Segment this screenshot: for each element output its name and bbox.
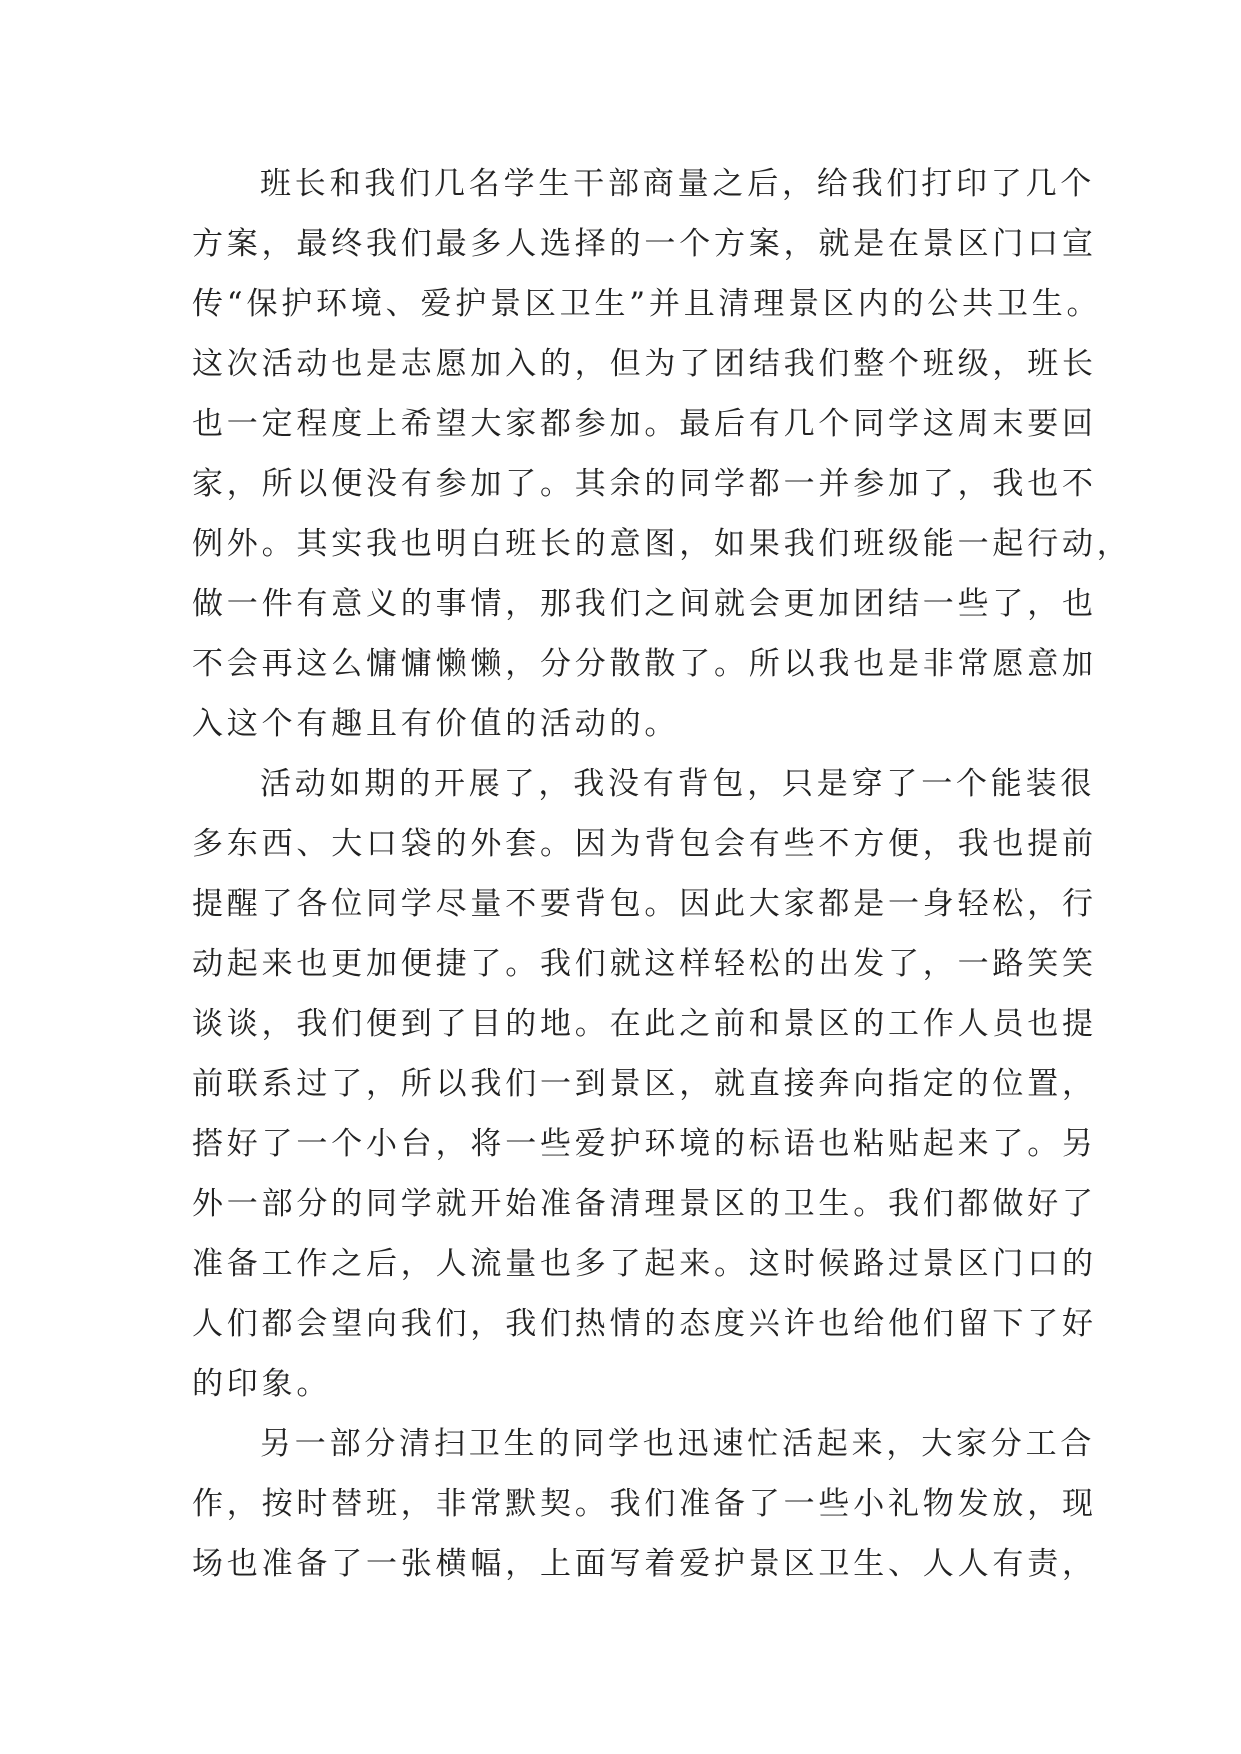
text-line: 搭好了一个小台，将一些爱护环境的标语也粘贴起来了。另 <box>192 1126 1097 1162</box>
text-line: 作，按时替班，非常默契。我们准备了一些小礼物发放，现 <box>192 1486 1097 1522</box>
text-line: 前联系过了，所以我们一到景区，就直接奔向指定的位置， <box>192 1066 1097 1102</box>
text-line: 传“保护环境、爱护景区卫生”并且清理景区内的公共卫生。 <box>192 286 1102 322</box>
text-line: 也一定程度上希望大家都参加。最后有几个同学这周末要回 <box>192 406 1097 442</box>
text-line: 人们都会望向我们，我们热情的态度兴许也给他们留下了好 <box>192 1306 1097 1342</box>
text-line: 入这个有趣且有价值的活动的。 <box>192 706 680 742</box>
text-line: 动起来也更加便捷了。我们就这样轻松的出发了，一路笑笑 <box>192 946 1097 982</box>
text-line: 这次活动也是志愿加入的，但为了团结我们整个班级，班长 <box>192 346 1097 382</box>
text-line: 不会再这么慵慵懒懒，分分散散了。所以我也是非常愿意加 <box>192 646 1097 682</box>
document-body <box>192 154 1132 1594</box>
paragraph-1 <box>192 154 1132 754</box>
text-line: 谈谈，我们便到了目的地。在此之前和景区的工作人员也提 <box>192 1006 1097 1042</box>
text-line: 方案，最终我们最多人选择的一个方案，就是在景区门口宣 <box>192 226 1097 262</box>
text-line: 班长和我们几名学生干部商量之后，给我们打印了几个 <box>260 166 1096 202</box>
text-line: 外一部分的同学就开始准备清理景区的卫生。我们都做好了 <box>192 1186 1097 1222</box>
text-line: 做一件有意义的事情，那我们之间就会更加团结一些了，也 <box>192 586 1097 622</box>
text-line: 提醒了各位同学尽量不要背包。因此大家都是一身轻松，行 <box>192 886 1097 922</box>
text-line: 准备工作之后，人流量也多了起来。这时候路过景区门口的 <box>192 1246 1097 1282</box>
text-line: 家，所以便没有参加了。其余的同学都一并参加了，我也不 <box>192 466 1097 502</box>
paragraph-2 <box>192 754 1097 1414</box>
paragraph-3 <box>192 1414 1097 1594</box>
text-line: 活动如期的开展了，我没有背包，只是穿了一个能装很 <box>260 766 1096 802</box>
text-line: 例外。其实我也明白班长的意图，如果我们班级能一起行动， <box>192 526 1132 562</box>
text-line: 的印象。 <box>192 1366 332 1402</box>
text-line: 多东西、大口袋的外套。因为背包会有些不方便，我也提前 <box>192 826 1097 862</box>
text-line: 场也准备了一张横幅，上面写着爱护景区卫生、人人有责， <box>192 1546 1097 1582</box>
text-line: 另一部分清扫卫生的同学也迅速忙活起来，大家分工合 <box>260 1426 1096 1462</box>
